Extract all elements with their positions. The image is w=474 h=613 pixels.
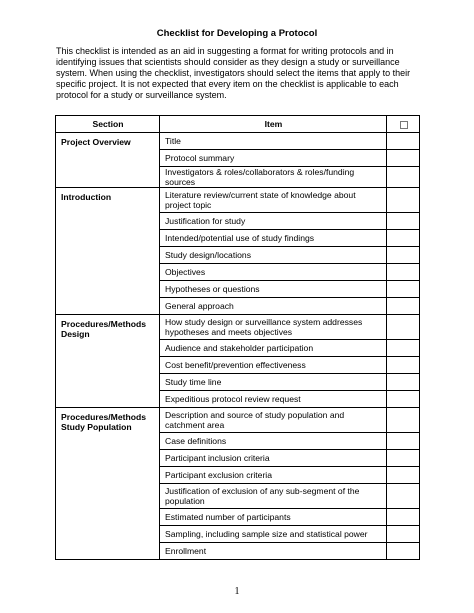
check-cell[interactable] [387,188,420,213]
checklist-item: General approach [160,298,387,315]
check-cell[interactable] [387,433,420,450]
check-cell[interactable] [387,281,420,298]
table-header-row [56,116,420,133]
intro-paragraph: This checklist is intended as an aid in suggesting a format for writing protocols and in identifying issues that scientists should consider as they design a study or surveillance system. When using the checklist, investigators should select the items that apply to their specific project. It is not expected that every item on the checklist is applicable to each protocol for a study or surveillance system. [56,46,411,100]
check-cell[interactable] [387,543,420,560]
check-cell[interactable] [387,450,420,467]
page-number: 1 [234,586,240,597]
item-column-header: Item [160,116,387,133]
checklist-item: Protocol summary [160,150,387,167]
checklist-item: Title [160,133,387,150]
check-cell[interactable] [387,484,420,509]
checklist-item: Investigators & roles/collaborators & roles/funding sources [160,167,387,188]
checklist-item: Enrollment [160,543,387,560]
checklist-item: Participant exclusion criteria [160,467,387,484]
checklist-table [55,115,420,560]
checklist-row [56,408,420,433]
document-title: Checklist for Developing a Protocol [156,28,318,39]
section-name: Project Overview [56,133,160,188]
check-cell[interactable] [387,408,420,433]
check-cell[interactable] [387,467,420,484]
checklist-item: How study design or surveillance system addresses hypotheses and meets objectives [160,315,387,340]
check-cell[interactable] [387,298,420,315]
check-cell[interactable] [387,213,420,230]
checklist-item: Justification for study [160,213,387,230]
section-column-header: Section [56,116,160,133]
checklist-item: Justification of exclusion of any sub-segment of the population [160,484,387,509]
check-cell[interactable] [387,247,420,264]
checklist-body [56,133,420,560]
section-name: Introduction [56,188,160,315]
check-cell[interactable] [387,374,420,391]
check-cell[interactable] [387,264,420,281]
checklist-item: Expeditious protocol review request [160,391,387,408]
check-cell[interactable] [387,509,420,526]
section-name: Procedures/Methods Study Population [56,408,160,560]
check-cell[interactable] [387,150,420,167]
check-cell[interactable] [387,526,420,543]
checklist-item: Study time line [160,374,387,391]
check-cell[interactable] [387,167,420,188]
checklist-item: Objectives [160,264,387,281]
check-cell[interactable] [387,391,420,408]
check-column-header [387,116,420,133]
checklist-item: Intended/potential use of study findings [160,230,387,247]
check-cell[interactable] [387,357,420,374]
checklist-item: Sampling, including sample size and statistical power [160,526,387,543]
checklist-item: Estimated number of participants [160,509,387,526]
checklist-row [56,315,420,340]
checklist-item: Case definitions [160,433,387,450]
check-cell[interactable] [387,133,420,150]
checklist-item: Audience and stakeholder participation [160,340,387,357]
section-name: Procedures/Methods Design [56,315,160,408]
check-cell[interactable] [387,230,420,247]
check-cell[interactable] [387,315,420,340]
check-box-icon [400,121,408,129]
checklist-item: Literature review/current state of knowledge about project topic [160,188,387,213]
checklist-item: Description and source of study population and catchment area [160,408,387,433]
checklist-row [56,133,420,150]
checklist-item: Hypotheses or questions [160,281,387,298]
checklist-item: Study design/locations [160,247,387,264]
checklist-item: Participant inclusion criteria [160,450,387,467]
check-cell[interactable] [387,340,420,357]
checklist-item: Cost benefit/prevention effectiveness [160,357,387,374]
checklist-row [56,188,420,213]
